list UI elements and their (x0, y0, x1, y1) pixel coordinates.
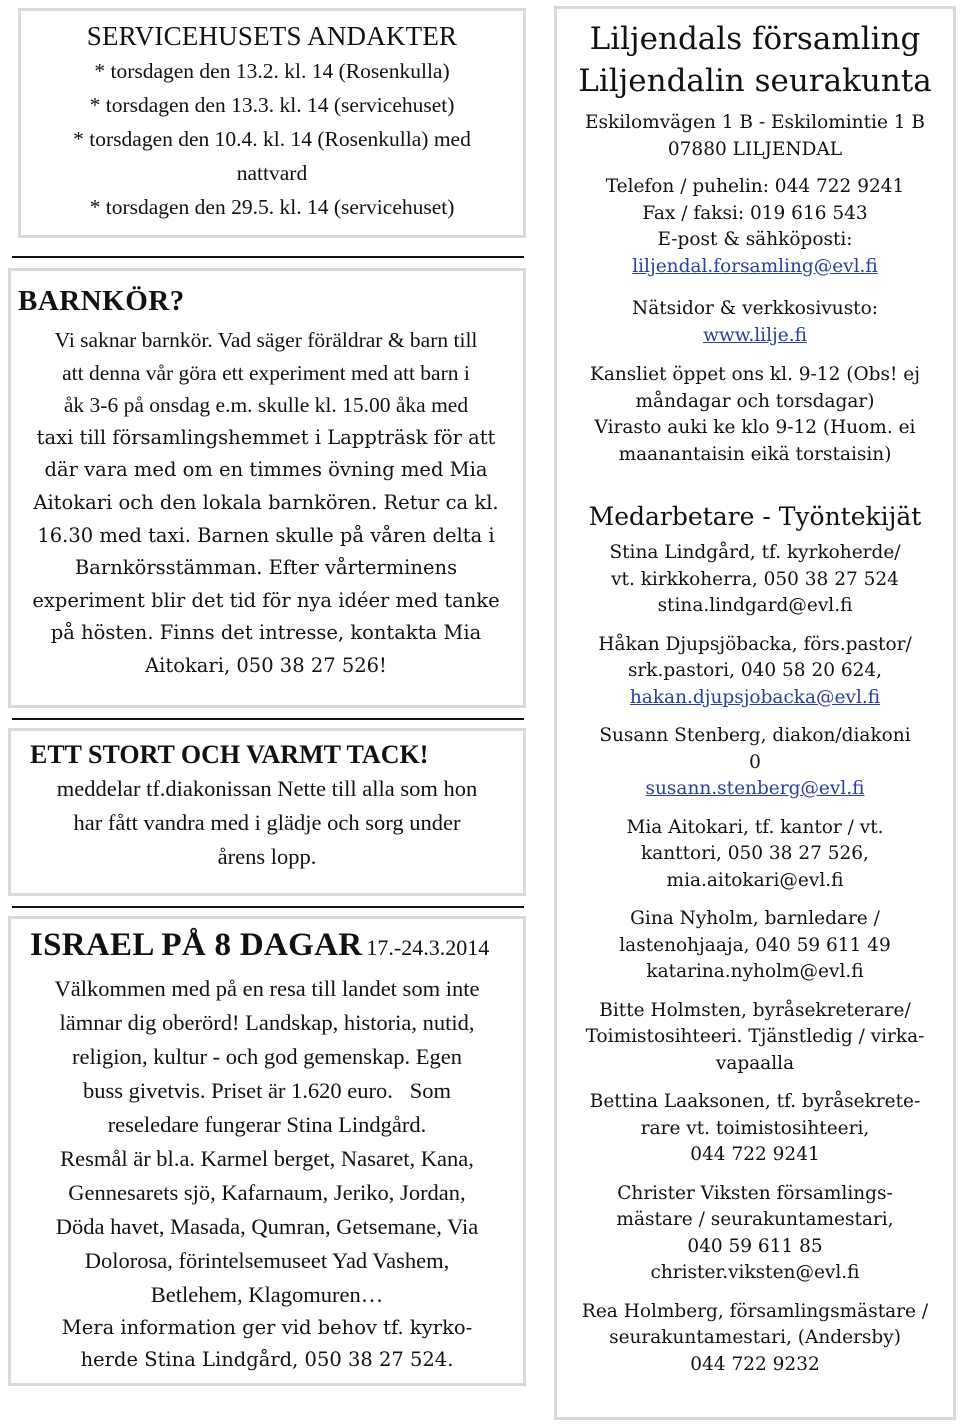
israel-line: Döda havet, Masada, Qumran, Getsemane, Via (55, 1214, 479, 1239)
staff-line: Toimistosihteeri. Tjänstledig / virka- (585, 1026, 925, 1047)
services-title: SERVICEHUSETS ANDAKTER (86, 21, 458, 51)
israel-title: ISRAEL PÅ 8 DAGAR (30, 927, 363, 963)
israel-line: Välkommen med på en resa till landet som inte (54, 976, 480, 1001)
barnkor-line: där vara med om en timmes övning med Mia (44, 458, 488, 482)
barnkor-line: Vi saknar barnkör. Vad säger föräldrar & barn till (54, 328, 478, 352)
staff-entry (560, 1181, 950, 1287)
staff-line: Mia Aitokari, tf. kantor / vt. (626, 816, 884, 838)
israel-line: Betlehem, Klagomuren… (150, 1282, 384, 1307)
parish-email-label: E-post & sähköposti: (657, 229, 853, 250)
tack-line: meddelar tf.diakonissan Nette till alla som hon (56, 776, 478, 801)
staff-line: Rea Holmberg, församlingsmästare / (581, 1300, 929, 1322)
israel-heading (14, 924, 520, 972)
office-hours-line: måndagar och torsdagar) (635, 390, 875, 412)
parish-web-label: Nätsidor & verkkosivusto: (632, 298, 878, 319)
parish-postal: 07880 LILJENDAL (667, 138, 843, 160)
staff-line: christer.viksten@evl.fi (650, 1262, 860, 1283)
staff-line: 044 722 9241 (690, 1144, 820, 1165)
tack-title: ETT STORT OCH VARMT TACK! (30, 740, 429, 769)
services-box (18, 8, 526, 238)
staff-line: vt. kirkkoherra, 050 38 27 524 (611, 568, 899, 590)
staff-line: Håkan Djupsjöbacka, förs.pastor/ (598, 633, 912, 655)
israel-line: buss givetvis. Priset är 1.620 euro. Som (82, 1078, 452, 1103)
staff-line: Bitte Holmsten, byråsekreterare/ (599, 999, 911, 1021)
parish-name-sv: Liljendals församling (589, 21, 921, 57)
office-hours-line: Kansliet öppet ons kl. 9-12 (Obs! ej (590, 364, 920, 385)
tack-line: har fått vandra med i glädje och sorg under (73, 810, 461, 835)
parish-phone: Telefon / puhelin: 044 722 9241 (605, 176, 905, 197)
parish-fax: Fax / faksi: 019 616 543 (642, 202, 868, 224)
staff-line: stina.lindgard@evl.fi (657, 595, 853, 616)
staff-entry (560, 998, 950, 1078)
staff-title: Medarbetare - Työntekijät (588, 502, 922, 531)
parish-address: Eskilomvägen 1 B - Eskilomintie 1 B (584, 112, 926, 133)
israel-line: religion, kultur - och god gemenskap. Egen (72, 1044, 462, 1069)
parish-web-link[interactable]: www.lilje.fi (703, 324, 807, 346)
section-divider (12, 906, 524, 908)
services-line: * torsdagen den 29.5. kl. 14 (servicehuset) (89, 195, 455, 219)
barnkor-line: taxi till församlingshemmet i Lappträsk för att (36, 425, 496, 449)
barnkor-line: Aitokari och den lokala barnkören. Retur ca kl. (33, 490, 499, 514)
barnkor-line: Barnkörsstämman. Efter vårterminens (74, 556, 458, 580)
services-line: nattvard (236, 161, 308, 185)
staff-line: vapaalla (715, 1052, 795, 1074)
barnkor-title: BARNKÖR? (18, 285, 185, 317)
staff-entry (560, 815, 950, 895)
barnkor-line: 16.30 med taxi. Barnen skulle på våren delta i (37, 523, 495, 547)
staff-line: 040 59 611 85 (687, 1235, 823, 1257)
israel-line: Resmål är bl.a. Karmel berget, Nasaret, Kana, (60, 1146, 474, 1171)
staff-line: mästare / seurakuntamestari, (616, 1209, 894, 1230)
barnkor-line: på hösten. Finns det intresse, kontakta Mia (50, 621, 482, 645)
parish-name-fi: Liljendalin seurakunta (578, 63, 932, 99)
services-line: * torsdagen den 13.2. kl. 14 (Rosenkulla) (94, 59, 450, 83)
israel-line: Mera information ger vid behov tf. kyrko- (61, 1316, 473, 1339)
staff-entry (560, 1299, 950, 1379)
staff-email-link[interactable]: hakan.djupsjobacka@evl.fi (629, 686, 881, 708)
israel-line: herde Stina Lindgård, 050 38 27 524. (80, 1348, 454, 1371)
office-hours-line: Virasto auki ke klo 9-12 (Huom. ei (594, 417, 916, 438)
staff-line: 0 (749, 751, 761, 773)
staff-line: Christer Viksten församlings- (617, 1182, 893, 1204)
parish-email-link[interactable]: liljendal.forsamling@evl.fi (632, 255, 878, 277)
barnkor-line: att denna vår göra ett experiment med att barn i (62, 360, 470, 385)
barnkor-line: Aitokari, 050 38 27 526! (145, 653, 387, 677)
barnkor-line: experiment blir det tid för nya idéer med tanke (32, 588, 500, 612)
services-line: * torsdagen den 10.4. kl. 14 (Rosenkulla) med (73, 127, 471, 151)
israel-line: Gennesarets sjö, Kafarnaum, Jeriko, Jordan, (68, 1180, 466, 1205)
section-divider (12, 718, 524, 720)
barnkor-line: åk 3-6 på onsdag e.m. skulle kl. 15.00 åka med (63, 393, 469, 418)
staff-line: Gina Nyholm, barnledare / (630, 908, 880, 929)
staff-line: rare vt. toimistosihteeri, (640, 1117, 870, 1139)
section-divider (12, 256, 524, 258)
staff-entry (560, 632, 950, 712)
staff-entry (560, 1089, 950, 1169)
services-line: * torsdagen den 13.3. kl. 14 (servicehuset) (89, 93, 455, 117)
staff-list (560, 540, 950, 1390)
staff-line: 044 722 9232 (690, 1353, 820, 1375)
staff-email-link[interactable]: susann.stenberg@evl.fi (645, 778, 865, 799)
staff-line: Bettina Laaksonen, tf. byråsekrete- (589, 1091, 921, 1112)
staff-entry (560, 906, 950, 986)
staff-line: Stina Lindgård, tf. kyrkoherde/ (609, 542, 901, 563)
israel-line: Dolorosa, förintelsemuseet Yad Vashem, (84, 1248, 450, 1273)
office-hours-line: maanantaisin eikä torstaisin) (618, 443, 892, 465)
israel-line: reseledare fungerar Stina Lindgård. (107, 1112, 427, 1137)
staff-line: katarina.nyholm@evl.fi (646, 961, 864, 982)
staff-line: seurakuntamestari, (Andersby) (609, 1327, 901, 1348)
staff-line: lastenohjaaja, 040 59 611 49 (619, 934, 891, 956)
israel-line: lämnar dig oberörd! Landskap, historia, nutid, (59, 1010, 475, 1035)
staff-entry (560, 723, 950, 803)
staff-line: mia.aitokari@evl.fi (666, 869, 844, 891)
tack-line: årens lopp. (217, 844, 317, 869)
israel-dates: 17.-24.3.2014 (366, 935, 490, 960)
staff-line: Susann Stenberg, diakon/diakoni (599, 725, 911, 746)
staff-entry (560, 540, 950, 620)
staff-line: kanttori, 050 38 27 526, (641, 843, 869, 864)
staff-line: srk.pastori, 040 58 20 624, (627, 660, 883, 681)
